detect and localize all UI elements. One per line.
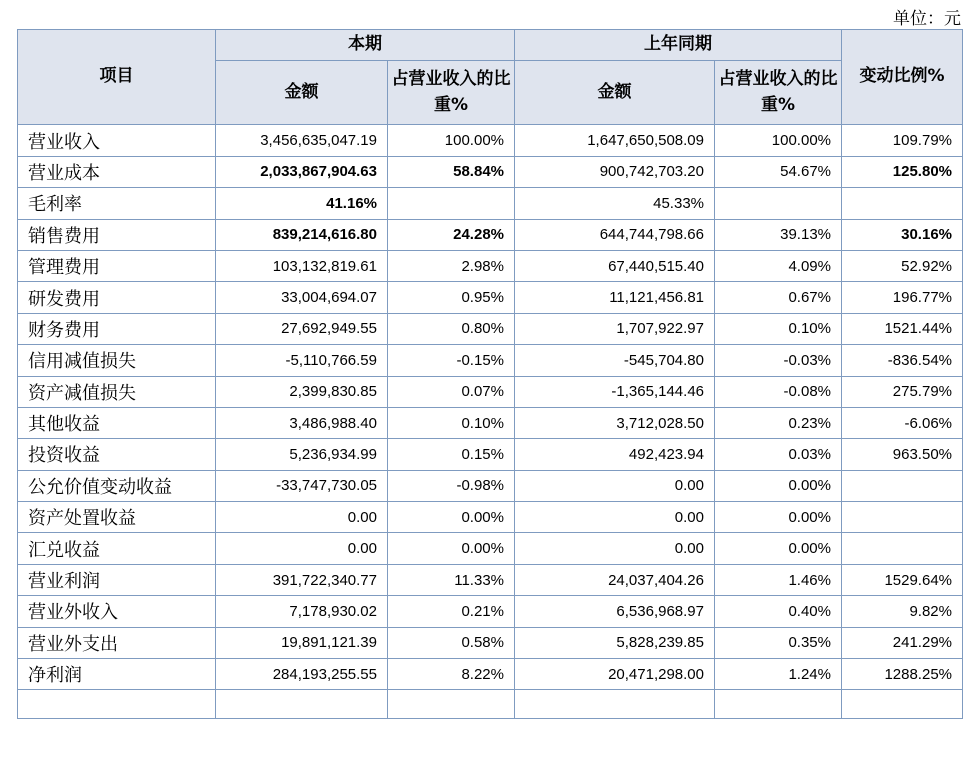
cell-prev-amount: 0.00 (515, 533, 715, 564)
row-label: 营业外支出 (18, 627, 216, 658)
table-body (18, 125, 963, 719)
cell-cur-ratio: 0.58% (388, 627, 515, 658)
cell-change (842, 502, 963, 533)
empty-cell (18, 690, 216, 719)
table-row (18, 313, 963, 344)
cell-cur-amount: 0.00 (216, 533, 388, 564)
cell-change (842, 188, 963, 219)
cell-cur-amount: 33,004,694.07 (216, 282, 388, 313)
cell-prev-amount: 0.00 (515, 502, 715, 533)
table-row (18, 659, 963, 690)
cell-prev-amount: 1,647,650,508.09 (515, 125, 715, 156)
cell-prev-amount: 1,707,922.97 (515, 313, 715, 344)
cell-prev-amount: 20,471,298.00 (515, 659, 715, 690)
cell-prev-amount: 24,037,404.26 (515, 564, 715, 595)
cell-prev-ratio: 0.00% (715, 470, 842, 501)
cell-change: 30.16% (842, 219, 963, 250)
cell-prev-amount: 11,121,456.81 (515, 282, 715, 313)
cell-cur-ratio: 24.28% (388, 219, 515, 250)
cell-cur-amount: 103,132,819.61 (216, 250, 388, 281)
income-statement-table (17, 29, 963, 719)
cell-cur-amount: 41.16% (216, 188, 388, 219)
cell-change: 52.92% (842, 250, 963, 281)
header-prior-period: 上年同期 (515, 30, 842, 61)
cell-prev-ratio: 0.00% (715, 502, 842, 533)
table-row (18, 219, 963, 250)
cell-change: 1288.25% (842, 659, 963, 690)
row-label: 营业收入 (18, 125, 216, 156)
table-row (18, 250, 963, 281)
row-label: 营业利润 (18, 564, 216, 595)
row-label: 信用减值损失 (18, 345, 216, 376)
cell-change: 275.79% (842, 376, 963, 407)
cell-prev-ratio: -0.03% (715, 345, 842, 376)
cell-prev-amount: -1,365,144.46 (515, 376, 715, 407)
header-item: 项目 (18, 30, 216, 125)
cell-cur-ratio: 0.80% (388, 313, 515, 344)
cell-cur-ratio: 0.10% (388, 407, 515, 438)
cell-prev-amount: 492,423.94 (515, 439, 715, 470)
cell-change: -836.54% (842, 345, 963, 376)
cell-cur-amount: 27,692,949.55 (216, 313, 388, 344)
cell-prev-ratio: 1.46% (715, 564, 842, 595)
cell-change (842, 470, 963, 501)
table-row (18, 533, 963, 564)
row-label: 营业外收入 (18, 596, 216, 627)
cell-cur-ratio: 2.98% (388, 250, 515, 281)
cell-prev-ratio: 0.67% (715, 282, 842, 313)
table-row (18, 627, 963, 658)
cell-prev-amount: 900,742,703.20 (515, 156, 715, 187)
header-prior-amount: 金额 (515, 61, 715, 125)
cell-prev-amount: 3,712,028.50 (515, 407, 715, 438)
cell-cur-amount: 0.00 (216, 502, 388, 533)
cell-prev-ratio: 0.35% (715, 627, 842, 658)
row-label: 资产处置收益 (18, 502, 216, 533)
cell-cur-ratio: 58.84% (388, 156, 515, 187)
row-label: 研发费用 (18, 282, 216, 313)
empty-cell (715, 690, 842, 719)
cell-prev-ratio: 0.10% (715, 313, 842, 344)
cell-cur-ratio: 0.15% (388, 439, 515, 470)
cell-cur-amount: 2,033,867,904.63 (216, 156, 388, 187)
row-label: 财务费用 (18, 313, 216, 344)
cell-prev-ratio: 1.24% (715, 659, 842, 690)
cell-cur-amount: 839,214,616.80 (216, 219, 388, 250)
cell-prev-ratio: 54.67% (715, 156, 842, 187)
cell-cur-ratio: 0.21% (388, 596, 515, 627)
cell-cur-ratio: -0.15% (388, 345, 515, 376)
cell-prev-ratio: 0.00% (715, 533, 842, 564)
cell-prev-amount: 5,828,239.85 (515, 627, 715, 658)
cell-prev-ratio: -0.08% (715, 376, 842, 407)
empty-cell (216, 690, 388, 719)
cell-cur-amount: 3,456,635,047.19 (216, 125, 388, 156)
cell-prev-ratio: 39.13% (715, 219, 842, 250)
cell-change (842, 533, 963, 564)
cell-change: 109.79% (842, 125, 963, 156)
header-current-amount: 金额 (216, 61, 388, 125)
cell-prev-amount: 45.33% (515, 188, 715, 219)
empty-cell (842, 690, 963, 719)
cell-cur-amount: 3,486,988.40 (216, 407, 388, 438)
header-current-ratio: 占营业收入的比重% (388, 61, 515, 125)
table-row (18, 188, 963, 219)
cell-prev-ratio (715, 188, 842, 219)
cell-prev-ratio: 4.09% (715, 250, 842, 281)
empty-cell (515, 690, 715, 719)
row-label: 其他收益 (18, 407, 216, 438)
header-change: 变动比例% (842, 30, 963, 125)
cell-cur-ratio: 100.00% (388, 125, 515, 156)
empty-cell (388, 690, 515, 719)
table-row (18, 125, 963, 156)
table-row (18, 564, 963, 595)
cell-cur-ratio: -0.98% (388, 470, 515, 501)
table-row (18, 439, 963, 470)
row-label: 管理费用 (18, 250, 216, 281)
cell-cur-ratio: 0.00% (388, 502, 515, 533)
row-label: 资产减值损失 (18, 376, 216, 407)
cell-cur-amount: 5,236,934.99 (216, 439, 388, 470)
cell-cur-amount: 2,399,830.85 (216, 376, 388, 407)
cell-cur-ratio: 8.22% (388, 659, 515, 690)
cell-cur-amount: 7,178,930.02 (216, 596, 388, 627)
cell-cur-ratio: 11.33% (388, 564, 515, 595)
cell-prev-amount: 0.00 (515, 470, 715, 501)
row-label: 投资收益 (18, 439, 216, 470)
table-row (18, 345, 963, 376)
table-row (18, 470, 963, 501)
cell-cur-amount: 391,722,340.77 (216, 564, 388, 595)
cell-prev-amount: 6,536,968.97 (515, 596, 715, 627)
row-label: 汇兑收益 (18, 533, 216, 564)
cell-change: 9.82% (842, 596, 963, 627)
row-label: 公允价值变动收益 (18, 470, 216, 501)
header-prior-ratio: 占营业收入的比重% (715, 61, 842, 125)
cell-change: 1529.64% (842, 564, 963, 595)
table-row (18, 502, 963, 533)
table-row (18, 156, 963, 187)
cell-prev-ratio: 0.03% (715, 439, 842, 470)
cell-cur-amount: 284,193,255.55 (216, 659, 388, 690)
cell-prev-ratio: 0.40% (715, 596, 842, 627)
cell-cur-amount: 19,891,121.39 (216, 627, 388, 658)
cell-cur-ratio: 0.95% (388, 282, 515, 313)
cell-cur-ratio: 0.07% (388, 376, 515, 407)
cell-prev-amount: 67,440,515.40 (515, 250, 715, 281)
unit-label: 单位：元 (893, 9, 961, 29)
cell-prev-amount: -545,704.80 (515, 345, 715, 376)
table-row (18, 407, 963, 438)
cell-change: 196.77% (842, 282, 963, 313)
row-label: 毛利率 (18, 188, 216, 219)
row-label: 销售费用 (18, 219, 216, 250)
cell-prev-ratio: 100.00% (715, 125, 842, 156)
cell-change: 125.80% (842, 156, 963, 187)
header-current-period: 本期 (216, 30, 515, 61)
cell-change: -6.06% (842, 407, 963, 438)
cell-cur-ratio (388, 188, 515, 219)
table-row (18, 376, 963, 407)
cell-cur-ratio: 0.00% (388, 533, 515, 564)
cell-cur-amount: -5,110,766.59 (216, 345, 388, 376)
cell-change: 241.29% (842, 627, 963, 658)
cell-change: 963.50% (842, 439, 963, 470)
empty-row (18, 690, 963, 719)
cell-change: 1521.44% (842, 313, 963, 344)
table-row (18, 596, 963, 627)
row-label: 营业成本 (18, 156, 216, 187)
cell-cur-amount: -33,747,730.05 (216, 470, 388, 501)
cell-prev-ratio: 0.23% (715, 407, 842, 438)
row-label: 净利润 (18, 659, 216, 690)
table-row (18, 282, 963, 313)
cell-prev-amount: 644,744,798.66 (515, 219, 715, 250)
